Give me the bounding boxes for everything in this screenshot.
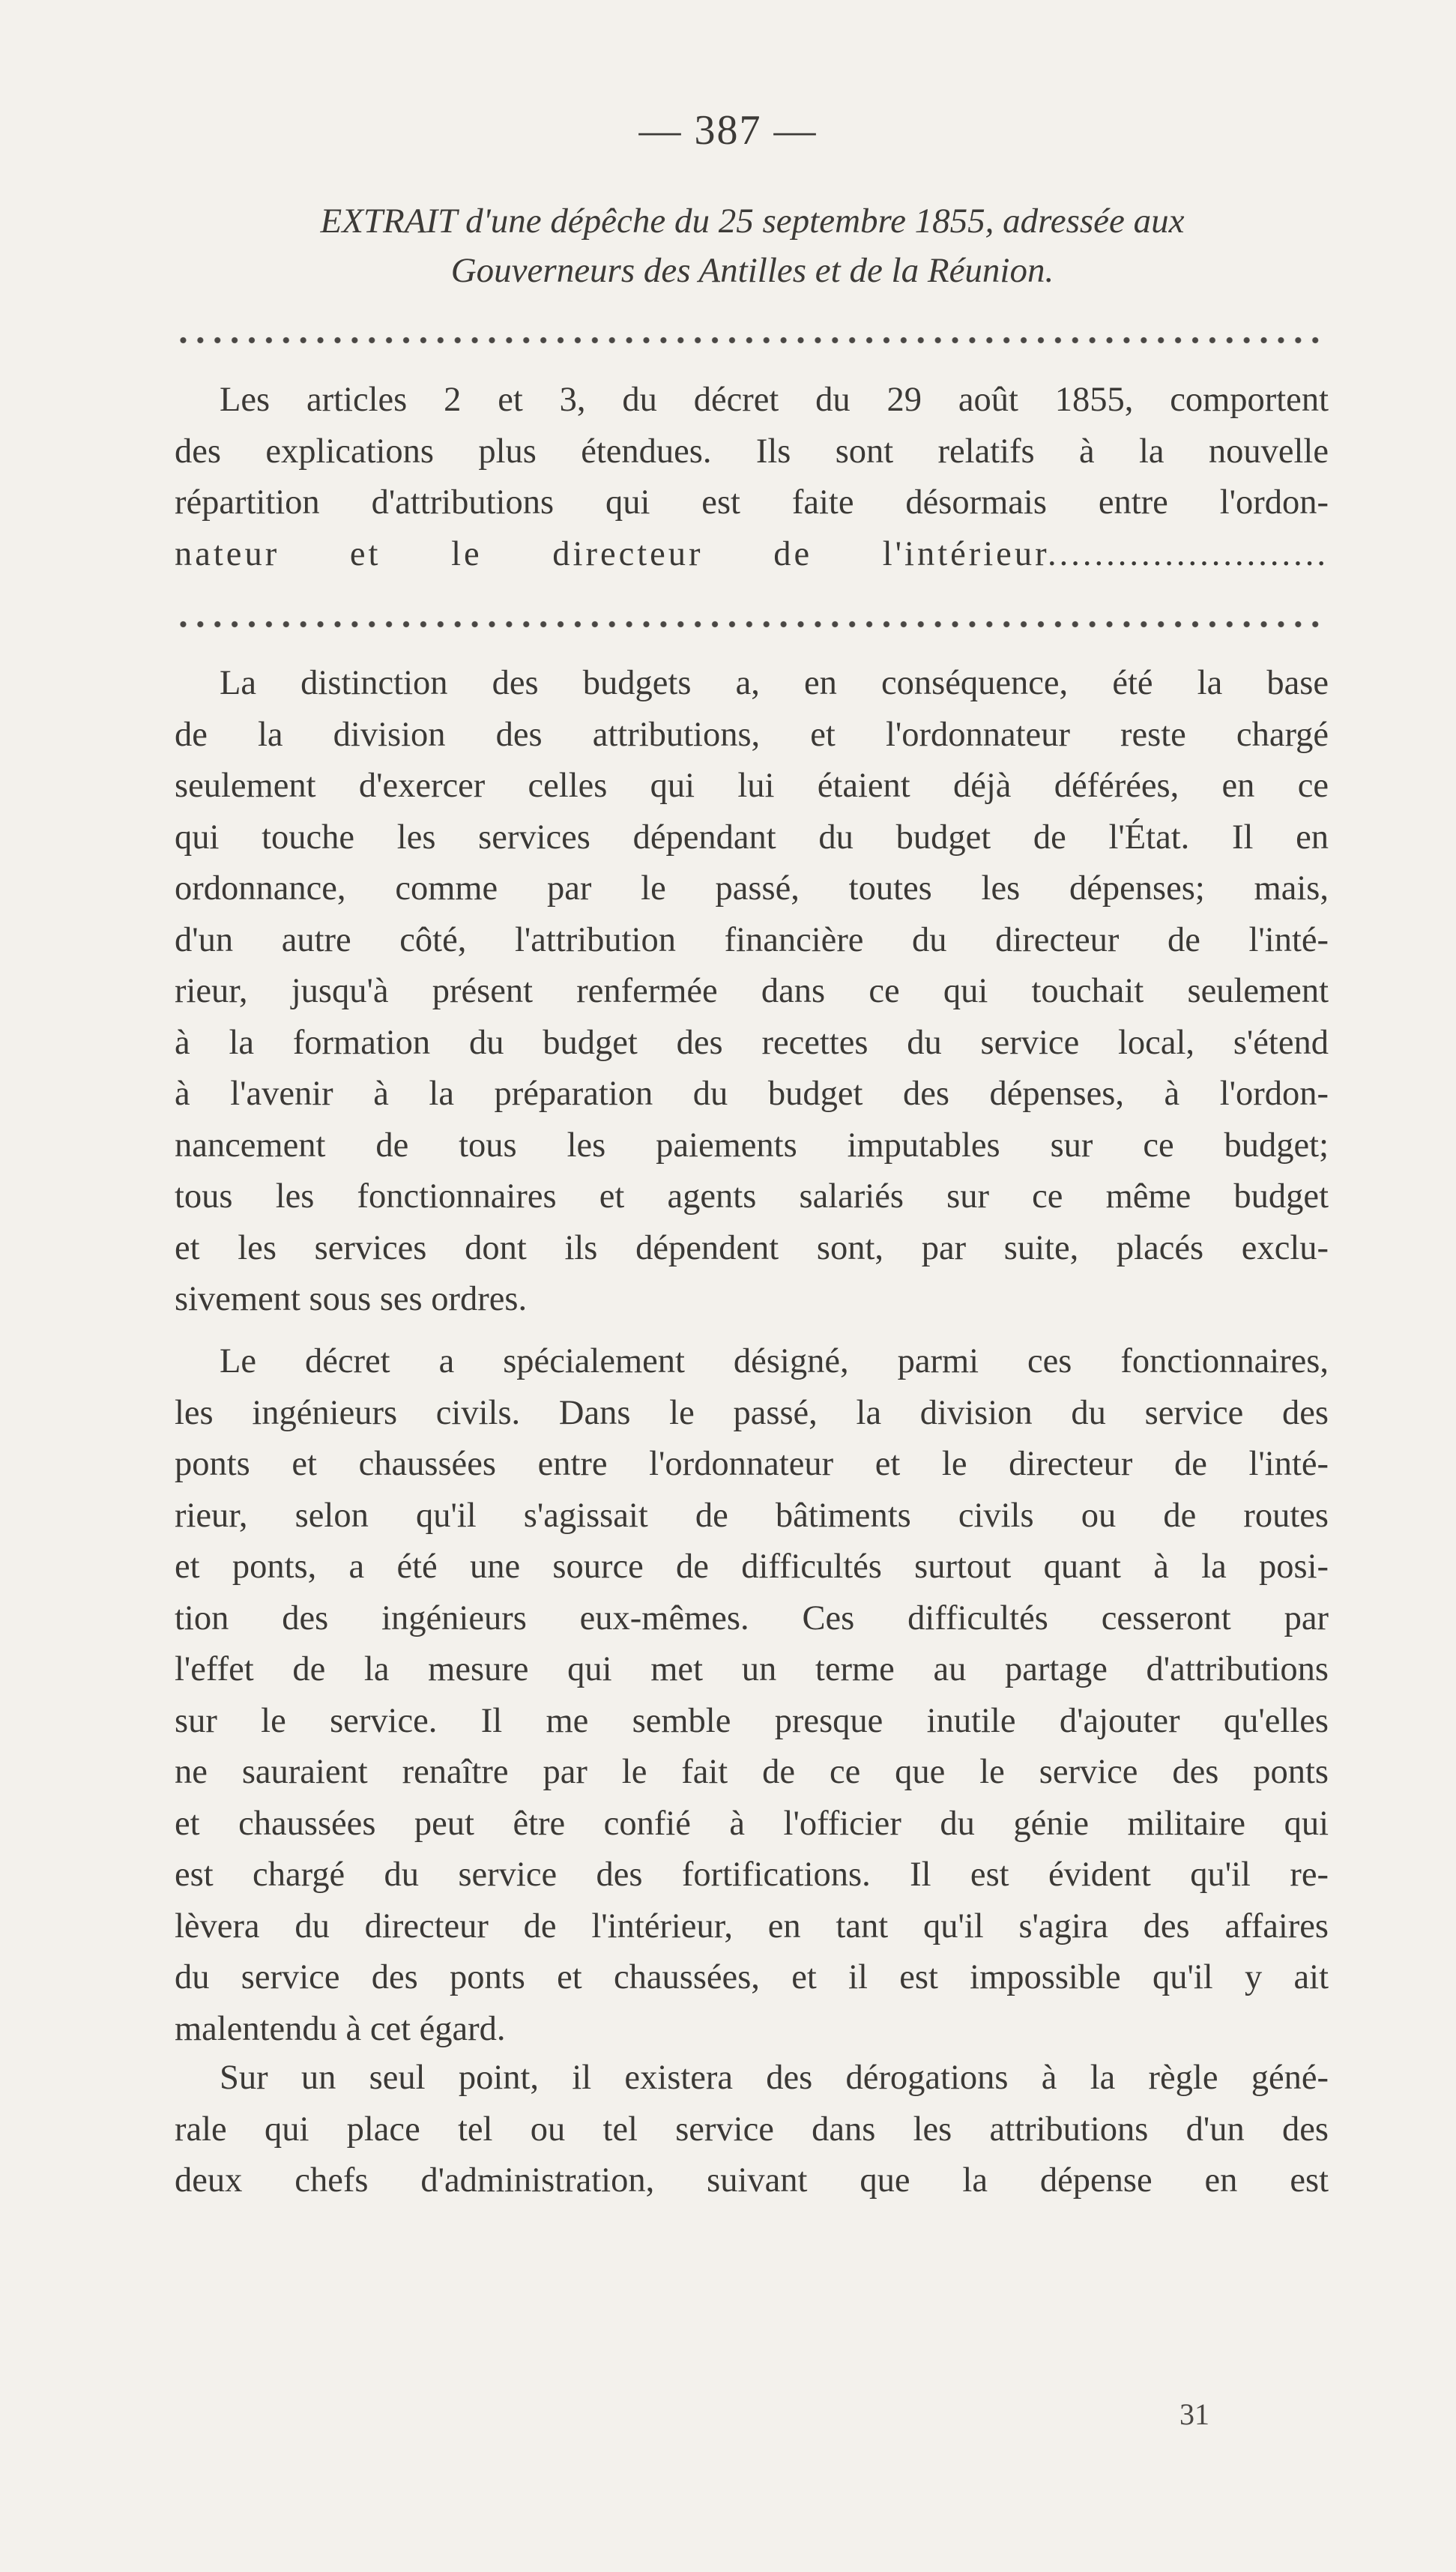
paragraph-2 xyxy=(175,658,1329,1326)
paragraph-line: Les articles 2 et 3, du décret du 29 août 1855, comportent xyxy=(220,381,1329,419)
paragraph-line: rieur, selon qu'il s'agissait de bâtiments civils ou de routes xyxy=(175,1496,1329,1535)
paragraph-line: lèvera du directeur de l'intérieur, en tant qu'il s'agira des affaires xyxy=(175,1907,1329,1945)
paragraph-line: ordonnance, comme par le passé, toutes les dépenses; mais, xyxy=(175,869,1329,908)
paragraph-3 xyxy=(175,1336,1329,2055)
heading-line-1: EXTRAIT d'une dépêche du 25 septembre 1855, adressée aux xyxy=(320,202,1185,241)
paragraph-line: malentendu à cet égard. xyxy=(175,2009,506,2048)
paragraph-line: nancement de tous les paiements imputables sur ce budget; xyxy=(175,1126,1329,1165)
paragraph-line: deux chefs d'administration, suivant que la dépense en est xyxy=(175,2161,1329,2200)
paragraph-line: Sur un seul point, il existera des dérogations à la règle géné- xyxy=(220,2059,1329,2097)
paragraph-line: ponts et chaussées entre l'ordonnateur et le directeur de l'inté- xyxy=(175,1445,1329,1483)
ellipsis-separator xyxy=(175,333,1327,348)
paragraph-line: les ingénieurs civils. Dans le passé, la division du service des xyxy=(175,1393,1329,1432)
paragraph-line: sivement sous ses ordres. xyxy=(175,1280,528,1318)
paragraph-line: et les services dont ils dépendent sont, par suite, placés exclu- xyxy=(175,1228,1329,1267)
paragraph-line: Le décret a spécialement désigné, parmi ces fonctionnaires, xyxy=(220,1342,1329,1380)
paragraph-line: est chargé du service des fortifications. Il est évident qu'il re- xyxy=(175,1856,1329,1894)
paragraph-line: ne sauraient renaître par le fait de ce que le service des ponts xyxy=(175,1753,1329,1791)
paragraph-line: l'effet de la mesure qui met un terme au partage d'attributions xyxy=(175,1650,1329,1688)
ellipsis-separator xyxy=(175,617,1327,632)
paragraph-4 xyxy=(175,2053,1329,2207)
paragraph-line: d'un autre côté, l'attribution financière du directeur de l'inté- xyxy=(175,920,1329,959)
heading-line-2: Gouverneurs des Antilles et de la Réunion. xyxy=(450,251,1054,290)
paragraph-line: tion des ingénieurs eux-mêmes. Ces difficultés cesseront par xyxy=(175,1599,1329,1637)
paragraph-line: seulement d'exercer celles qui lui étaient déjà déférées, en ce xyxy=(175,767,1329,805)
document-heading xyxy=(175,196,1329,295)
paragraph-line: sur le service. Il me semble presque inutile d'ajouter qu'elles xyxy=(175,1701,1329,1740)
paragraph-line: rale qui place tel ou tel service dans les attributions d'un des xyxy=(175,2110,1329,2149)
paragraph-1 xyxy=(175,375,1329,580)
paragraph-line: des explications plus étendues. Ils sont relatifs à la nouvelle xyxy=(175,432,1329,471)
paragraph-line: répartition d'attributions qui est faite désormais entre l'ordon- xyxy=(175,483,1329,522)
paragraph-line: La distinction des budgets a, en conséquence, été la base xyxy=(220,664,1329,702)
paragraph-line: et ponts, a été une source de difficultés surtout quant à la posi- xyxy=(175,1548,1329,1586)
paragraph-line: tous les fonctionnaires et agents salariés sur ce même budget xyxy=(175,1177,1329,1216)
paragraph-line: de la division des attributions, et l'ordonnateur reste chargé xyxy=(175,715,1329,754)
paragraph-line: du service des ponts et chaussées, et il est impossible qu'il y ait xyxy=(175,1958,1329,1996)
paragraph-line: à la formation du budget des recettes du service local, s'étend xyxy=(175,1023,1329,1062)
paragraph-line: nateur et le directeur de l'intérieur........................ xyxy=(175,534,1329,573)
paragraph-line: à l'avenir à la préparation du budget des dépenses, à l'ordon- xyxy=(175,1075,1329,1113)
signature-mark: 31 xyxy=(1179,2397,1209,2431)
paragraph-line: qui touche les services dépendant du budget de l'État. Il en xyxy=(175,818,1329,857)
paragraph-line: rieur, jusqu'à présent renfermée dans ce qui touchait seulement xyxy=(175,972,1329,1010)
paragraph-line: et chaussées peut être confié à l'officier du génie militaire qui xyxy=(175,1804,1329,1843)
page-number: — 387 — xyxy=(638,107,818,154)
